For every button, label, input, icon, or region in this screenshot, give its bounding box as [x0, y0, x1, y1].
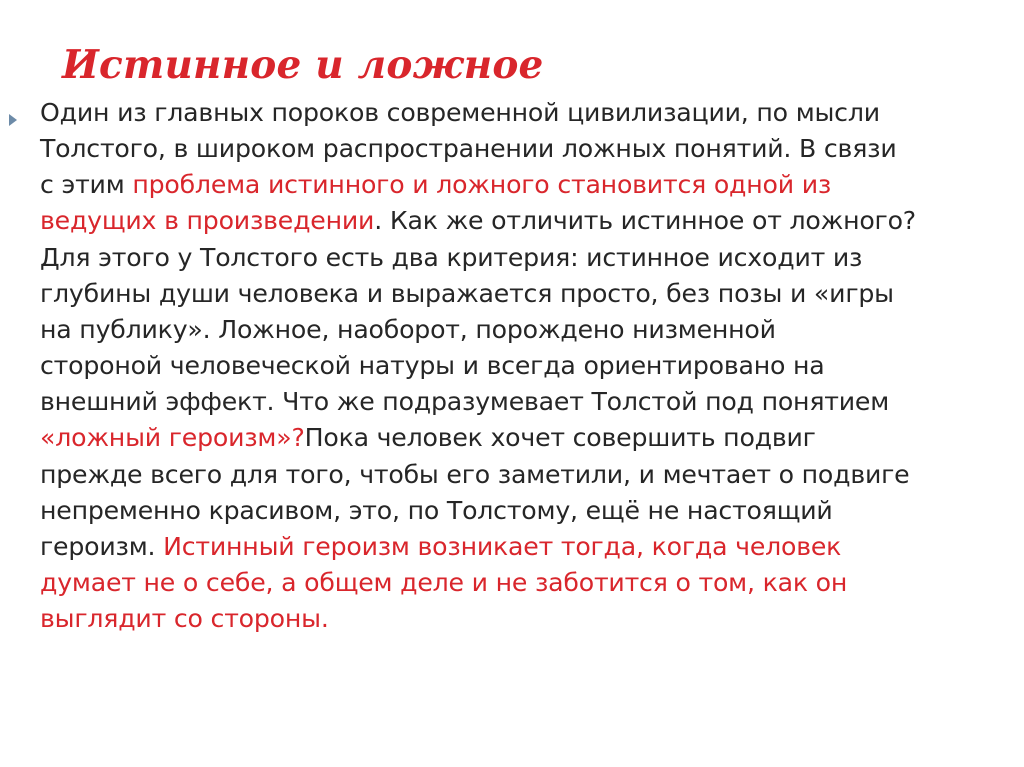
paragraph-line: [40, 312, 990, 348]
bullet-arrow-icon: [9, 114, 17, 126]
body-text-segment: прежде всего для того, чтобы его заметили, и мечтает о подвиге: [40, 459, 910, 489]
highlighted-text: Истинный героизм возникает тогда, когда человек: [163, 531, 842, 561]
body-text-segment: внешний эффект. Что же подразумевает Толстой под понятием: [40, 387, 890, 417]
paragraph-line: [40, 493, 990, 529]
paragraph-line: [40, 95, 990, 131]
highlighted-text: «ложный героизм»?: [40, 423, 305, 453]
body-paragraph: [40, 95, 990, 637]
body-text-segment: стороной человеческой натуры и всегда ориентировано на: [40, 351, 825, 381]
paragraph-line: [40, 420, 990, 456]
paragraph-line: [40, 240, 990, 276]
highlighted-text: выглядит со стороны.: [40, 604, 329, 634]
highlighted-text: думает не о себе, а общем деле и не заботится о том, как он: [40, 568, 848, 598]
highlighted-text: ведущих в произведении: [40, 206, 375, 236]
body-text-segment: Толстого, в широком распространении ложных понятий. В связи: [40, 134, 897, 164]
paragraph-line: [40, 348, 990, 384]
body-text-segment: с этим: [40, 170, 133, 200]
body-text-segment: на публику». Ложное, наоборот, порождено низменной: [40, 314, 776, 344]
paragraph-line: [40, 529, 990, 565]
paragraph-line: [40, 601, 990, 637]
body-text-segment: глубины души человека и выражается просто, без позы и «игры: [40, 278, 894, 308]
body-text-segment: Пока человек хочет совершить подвиг: [304, 423, 816, 453]
paragraph-line: [40, 131, 990, 167]
body-text-segment: непременно красивом, это, по Толстому, ещё не настоящий: [40, 495, 833, 525]
paragraph-line: [40, 384, 990, 420]
paragraph-line: [40, 203, 990, 239]
paragraph-line: [40, 457, 990, 493]
body-text-segment: Для этого у Толстого есть два критерия: истинное исходит из: [40, 242, 863, 272]
paragraph-line: [40, 276, 990, 312]
slide-title: Истинное и ложное: [62, 42, 544, 88]
paragraph-line: [40, 565, 990, 601]
paragraph-line: [40, 167, 990, 203]
body-text-segment: . Как же отличить истинное от ложного?: [374, 206, 916, 236]
highlighted-text: проблема истинного и ложного становится одной из: [132, 170, 832, 200]
body-text-segment: Один из главных пороков современной цивилизации, по мысли: [40, 98, 880, 127]
body-text-segment: героизм.: [40, 531, 164, 561]
